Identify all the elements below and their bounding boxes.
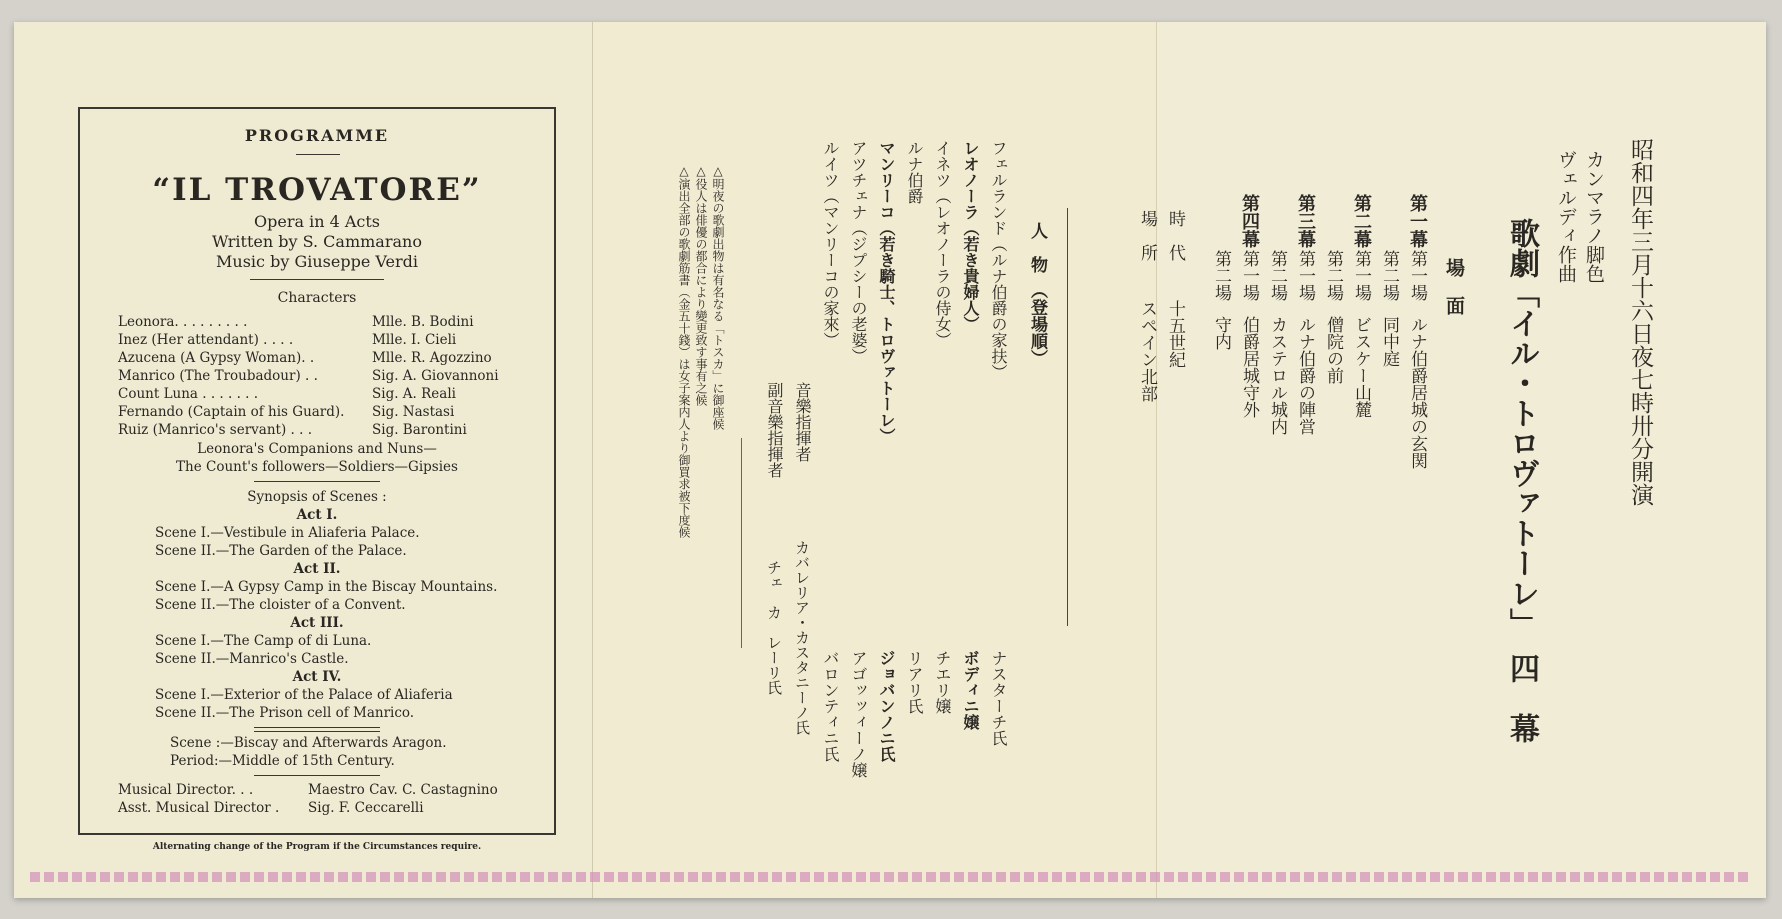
scene-number: 第二場 <box>1323 250 1343 301</box>
scene-place: 守内 <box>1211 316 1231 350</box>
note-line: △役人は俳優の都合により變更致す事有之候 <box>694 164 708 406</box>
person-actor: リアリ氏 <box>905 650 924 714</box>
note-line: △明夜の歌劇出物は有名なる「トスカ」に御座候 <box>711 164 725 430</box>
period-line: Period:—Middle of 15th Century. <box>170 753 395 769</box>
section-divider <box>741 438 742 648</box>
person-role: レオノーラ（若き貴婦人） <box>961 140 980 332</box>
scene-act: 第三幕 <box>1295 194 1316 248</box>
cast-actor: Sig. Barontini <box>372 422 467 438</box>
staff-row <box>118 782 538 800</box>
cast-row <box>118 404 538 422</box>
adaptation-credit: カンマラノ脚色 <box>1583 150 1605 283</box>
staff-role-ja: 音樂指揮者 <box>793 382 812 462</box>
pink-edge-strip <box>30 872 1750 882</box>
composer-credit-ja: ヴェルディ作曲 <box>1555 150 1577 283</box>
person-role: ルイツ（マンリーコの家來） <box>821 140 840 348</box>
cast-actor: Sig. A. Giovannoni <box>372 368 499 384</box>
scene-line: Scene II.—The cloister of a Convent. <box>155 597 406 613</box>
cast-actor: Mlle. I. Cieli <box>372 332 457 348</box>
cast-role: Manrico (The Troubadour) . . <box>118 368 318 384</box>
characters-heading: Characters <box>277 290 357 306</box>
scene-place: カステロル城内 <box>1267 316 1287 435</box>
person-role: アツチェナ（ジプシーの老婆） <box>849 140 868 364</box>
programme-heading: PROGRAMME <box>244 126 390 145</box>
person-role: フェルランド（ルナ伯爵の家扶） <box>989 140 1008 380</box>
cast-actor: Mlle. R. Agozzino <box>372 350 492 366</box>
person-role: ルナ伯爵 <box>905 140 924 204</box>
opera-title: “IL TROVATORE” <box>152 172 482 208</box>
scene-line: Scene I.—Exterior of the Palace of Aliaferia <box>155 687 453 703</box>
cast-actor: Sig. A. Reali <box>372 386 456 402</box>
scene-act: 第二幕 <box>1351 194 1372 248</box>
person-role: イネツ（レオノーラの侍女） <box>933 140 952 348</box>
staff-name: Sig. F. Ceccarelli <box>308 800 424 816</box>
performance-date: 昭和四年三月十六日夜七時卅分開演 <box>1627 138 1653 506</box>
scene-place: ルナ伯爵の陣営 <box>1295 316 1315 435</box>
person-actor: ボディニ嬢 <box>961 650 980 730</box>
scenes-heading: 場 面 <box>1443 258 1465 315</box>
cast-role: Count Luna . . . . . . . <box>118 386 259 402</box>
cast-actor: Mlle. B. Bodini <box>372 314 474 330</box>
person-actor: ジョバンノニ氏 <box>877 650 896 762</box>
scene-line: Scene II.—Manrico's Castle. <box>155 651 349 667</box>
staff-role-ja: 副音樂指揮者 <box>765 382 784 478</box>
cast-row <box>118 386 538 404</box>
scene-number: 第一場 <box>1351 250 1371 301</box>
staff-role: Asst. Musical Director . <box>118 800 280 816</box>
person-actor: ナスターチ氏 <box>989 650 1008 746</box>
scene-line: Scene I.—The Camp of di Luna. <box>155 633 372 649</box>
person-role: マンリーコ（若き騎士、トロヴァトーレ） <box>877 140 896 444</box>
act-heading: Act I. <box>296 507 338 523</box>
persons-heading: 人 物 （登場順） <box>1027 222 1047 367</box>
divider <box>254 775 380 776</box>
divider <box>254 481 380 482</box>
title-panel <box>1157 22 1766 898</box>
act-heading: Act IV. <box>292 669 342 685</box>
staff-name-ja: カバレリア・カスタニーノ氏 <box>793 540 811 735</box>
scene-number: 第一場 <box>1295 250 1315 301</box>
scene-number: 第二場 <box>1379 250 1399 301</box>
staff-name: Maestro Cav. C. Castagnino <box>308 782 498 798</box>
opera-subtitle: Opera in 4 Acts <box>253 212 381 231</box>
scene-act: 第四幕 <box>1239 194 1260 248</box>
place-label: 場 所 <box>1137 210 1157 261</box>
person-actor: バロンティニ氏 <box>821 650 840 762</box>
cast-row <box>118 368 538 386</box>
act-heading: Act II. <box>293 561 341 577</box>
scene-line: Scene II.—The Prison cell of Manrico. <box>155 705 415 721</box>
scene-place: ビスケー山麓 <box>1351 316 1371 418</box>
ornament-rule <box>296 154 340 155</box>
note-line: △演出全部の歌劇筋書（金五十錢）は女子案内人より御買求被下度候 <box>677 164 691 538</box>
footer-note: Alternating change of the Program if the Circumstances require. <box>152 842 482 852</box>
act-heading: Act III. <box>290 615 344 631</box>
divider <box>254 731 380 732</box>
cast-row <box>118 314 538 332</box>
scene-number: 第一場 <box>1239 250 1259 301</box>
cast-role: Inez (Her attendant) . . . . <box>118 332 294 348</box>
scene-number: 第二場 <box>1211 250 1231 301</box>
divider <box>254 727 380 728</box>
staff-name-ja: チェ カ レーリ氏 <box>765 560 783 695</box>
composer-credit: Music by Giuseppe Verdi <box>216 252 418 271</box>
person-actor: チエリ嬢 <box>933 650 952 714</box>
cast-row <box>118 332 538 350</box>
person-actor: アゴッッィーノ嬢 <box>849 650 868 778</box>
staff-row <box>118 800 538 818</box>
scene-place-line: Scene :—Biscay and Afterwards Aragon. <box>170 735 447 751</box>
cast-role: Azucena (A Gypsy Woman). . <box>118 350 315 366</box>
scene-line: Scene I.—A Gypsy Camp in the Biscay Mountains. <box>155 579 498 595</box>
time-label: 時 代 <box>1165 210 1185 261</box>
opera-title-ja: 歌劇「イル・トロヴァトーレ」 四 幕 <box>1504 218 1539 743</box>
cast-row <box>118 350 538 368</box>
scene-number: 第二場 <box>1267 250 1287 301</box>
divider <box>250 279 384 280</box>
scene-line: Scene II.—The Garden of the Palace. <box>155 543 407 559</box>
followers-line: The Count's followers—Soldiers—Gipsies <box>176 459 458 475</box>
section-divider <box>1067 208 1068 626</box>
staff-role: Musical Director. . . <box>118 782 254 798</box>
scene-place: 僧院の前 <box>1323 316 1343 384</box>
cast-actor: Sig. Nastasi <box>372 404 455 420</box>
scene-number: 第一場 <box>1407 250 1427 301</box>
scene-place: 伯爵居城守外 <box>1239 316 1259 418</box>
cast-role: Leonora. . . . . . . . . <box>118 314 248 330</box>
place-value: スペイン北部 <box>1137 300 1157 402</box>
cast-row <box>118 422 538 440</box>
cast-role: Ruiz (Manrico's servant) . . . <box>118 422 312 438</box>
scene-line: Scene I.—Vestibule in Aliaferia Palace. <box>155 525 420 541</box>
synopsis-heading: Synopsis of Scenes : <box>247 489 387 505</box>
scene-place: 同中庭 <box>1379 316 1399 367</box>
scene-act: 第一幕 <box>1407 194 1428 248</box>
time-value: 十五世紀 <box>1165 300 1185 368</box>
writer-credit: Written by S. Cammarano <box>212 232 422 251</box>
companions-line: Leonora's Companions and Nuns— <box>197 441 437 457</box>
cast-role: Fernando (Captain of his Guard). <box>118 404 345 420</box>
scene-place: ルナ伯爵居城の玄関 <box>1407 316 1427 469</box>
